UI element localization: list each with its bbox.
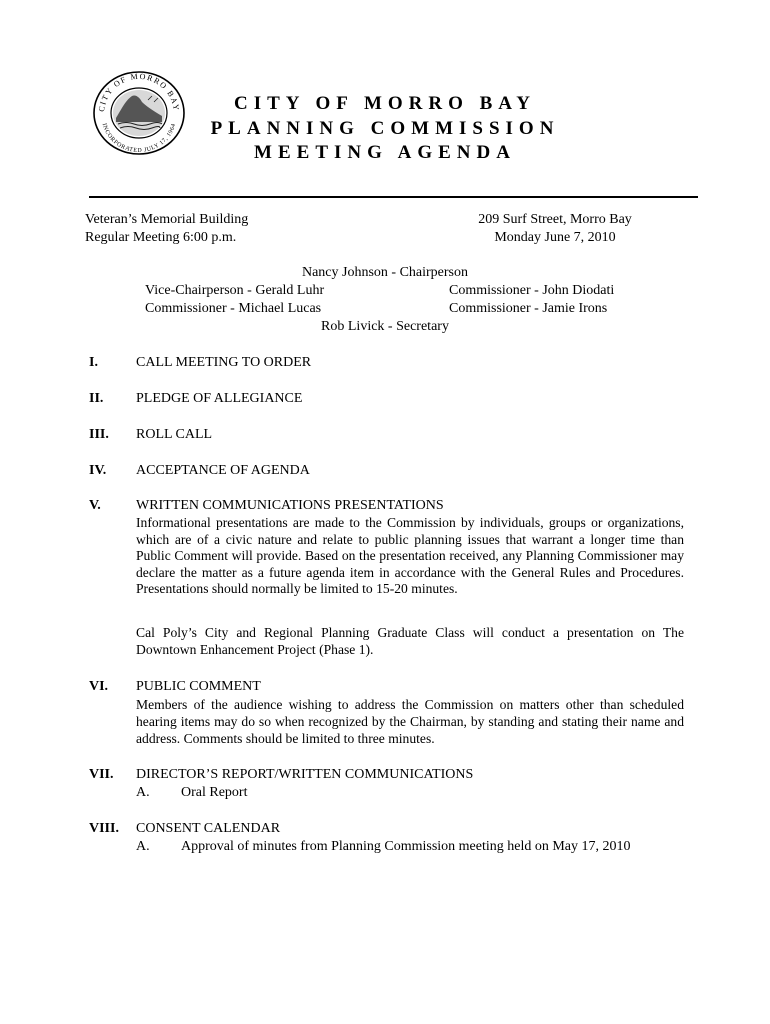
agenda-number: II. (89, 391, 104, 406)
subitem-letter: A. (136, 785, 150, 800)
page-title (190, 92, 580, 166)
header-divider (89, 196, 698, 198)
agenda-subitem (136, 784, 247, 802)
chairperson: Nancy Johnson - Chairperson (301, 265, 469, 280)
title-line: PLANNING COMMISSION (210, 117, 560, 139)
agenda-title: WRITTEN COMMUNICATIONS PRESENTATIONS (136, 498, 444, 513)
subitem-letter: A. (136, 839, 150, 854)
secretary: Rob Livick - Secretary (321, 319, 449, 334)
subitem-text: Approval of minutes from Planning Commission meeting held on May 17, 2010 (181, 839, 631, 854)
agenda-number: I. (89, 355, 98, 370)
agenda-description: Informational presentations are made to the Commission by individuals, groups or organizations, which are of a civic nature and relate to public planning issues that warrant a longer time than Public Comment will provide. Based on the presentation received, any Planning Commissioner may declare the matter as a future agenda item in accordance with the General Rules and Procedures. Presentations should normally be limited to 15-20 minutes. (136, 515, 684, 596)
building-name: Veteran’s Memorial Building (85, 212, 249, 227)
agenda-title: ROLL CALL (136, 427, 213, 442)
seal-bottom-text: INCORPORATED JULY 17, 1964 (100, 122, 178, 155)
title-line: MEETING AGENDA (254, 142, 516, 163)
commissioner: Commissioner - Michael Lucas (145, 301, 322, 316)
agenda-number: VIII. (89, 821, 119, 836)
agenda-number: VI. (89, 679, 109, 694)
agenda-title: ACCEPTANCE OF AGENDA (136, 463, 310, 478)
city-seal (92, 70, 186, 156)
agenda-number: III. (89, 427, 109, 442)
meeting-date: Monday June 7, 2010 (494, 230, 616, 245)
street-address: 209 Surf Street, Morro Bay (478, 212, 632, 227)
agenda-title: CALL MEETING TO ORDER (136, 355, 312, 370)
vice-chairperson: Vice-Chairperson - Gerald Luhr (145, 283, 325, 298)
seal-emblem (113, 90, 165, 136)
seal-top-text: CITY OF MORRO BAY (96, 71, 182, 113)
agenda-title: CONSENT CALENDAR (136, 821, 281, 836)
agenda-number: IV. (89, 463, 107, 478)
meeting-time: Regular Meeting 6:00 p.m. (85, 230, 237, 245)
agenda-number: VII. (89, 767, 114, 782)
agenda-title: PUBLIC COMMENT (136, 679, 261, 694)
commissioner: Commissioner - Jamie Irons (449, 301, 608, 316)
agenda-title: PLEDGE OF ALLEGIANCE (136, 391, 303, 406)
subitem-text: Oral Report (181, 785, 248, 800)
agenda-note: Cal Poly’s City and Regional Planning Graduate Class will conduct a presentation on The Downtown Enhancement Project (Phase 1). (136, 625, 684, 657)
commissioner: Commissioner - John Diodati (449, 283, 615, 298)
agenda-subitem (136, 838, 631, 856)
title-line: CITY OF MORRO BAY (233, 93, 537, 114)
agenda-title: DIRECTOR’S REPORT/WRITTEN COMMUNICATIONS (136, 767, 474, 782)
agenda-description: Members of the audience wishing to address the Commission on matters other than scheduled hearing items may do so when recognized by the Chairman, by standing and stating their name and address. Comments should be limited to three minutes. (136, 697, 684, 746)
agenda-number: V. (89, 498, 101, 513)
